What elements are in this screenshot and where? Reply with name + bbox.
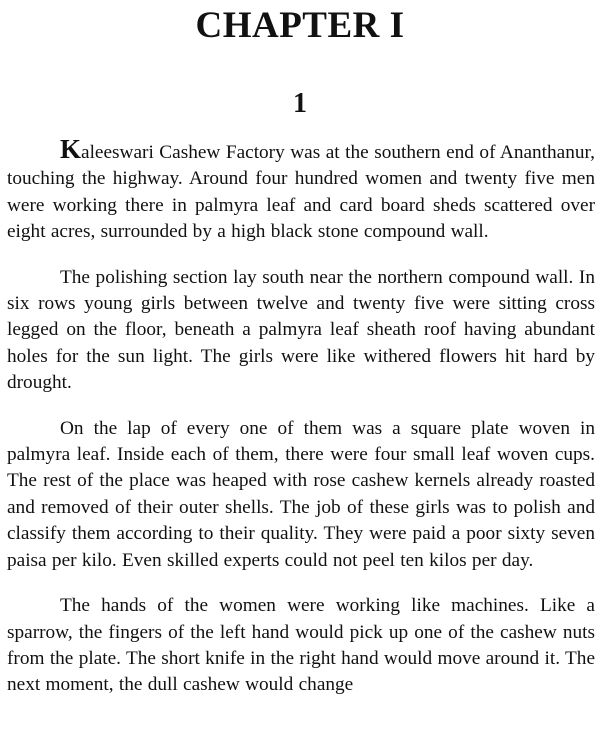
chapter-title: CHAPTER I <box>195 5 405 46</box>
paragraph-1-text: aleeswari Cashew Factory was at the southern end of Ananthanur, touching the highway. Around four hundred women and twenty five men were working there in palmyra leaf and card board sheds scattered over eight acres, surrounded by a high black stone compound wall. <box>7 142 595 243</box>
paragraph-2: The polishing section lay south near the northern compound wall. In six rows young girls between twelve and twenty five were sitting cross legged on the floor, beneath a palmyra leaf sheath roof having abundant holes for the sun light. The girls were like withered flowers hit hard by drought. <box>7 266 595 394</box>
body-text <box>7 134 595 718</box>
paragraph-3: On the lap of every one of them was a square plate woven in palmyra leaf. Inside each of them, there were four small leaf woven cups. The rest of the place was heaped with rose cashew kernels already roasted and removed of their outer shells. The job of these girls was to polish and classify them according to their quality. They were paid a poor sixty seven paisa per kilo. Even skilled experts could not peel ten kilos per day. <box>7 417 595 571</box>
paragraph-4: The hands of the women were working like machines. Like a sparrow, the fingers of the left hand would pick up one of the cashew nuts from the plate. The short knife in the right hand would move around it. The next moment, the dull cashew would change <box>7 595 595 696</box>
drop-cap: K <box>60 134 82 164</box>
paragraph-1 <box>7 134 595 246</box>
section-number: 1 <box>293 88 307 119</box>
